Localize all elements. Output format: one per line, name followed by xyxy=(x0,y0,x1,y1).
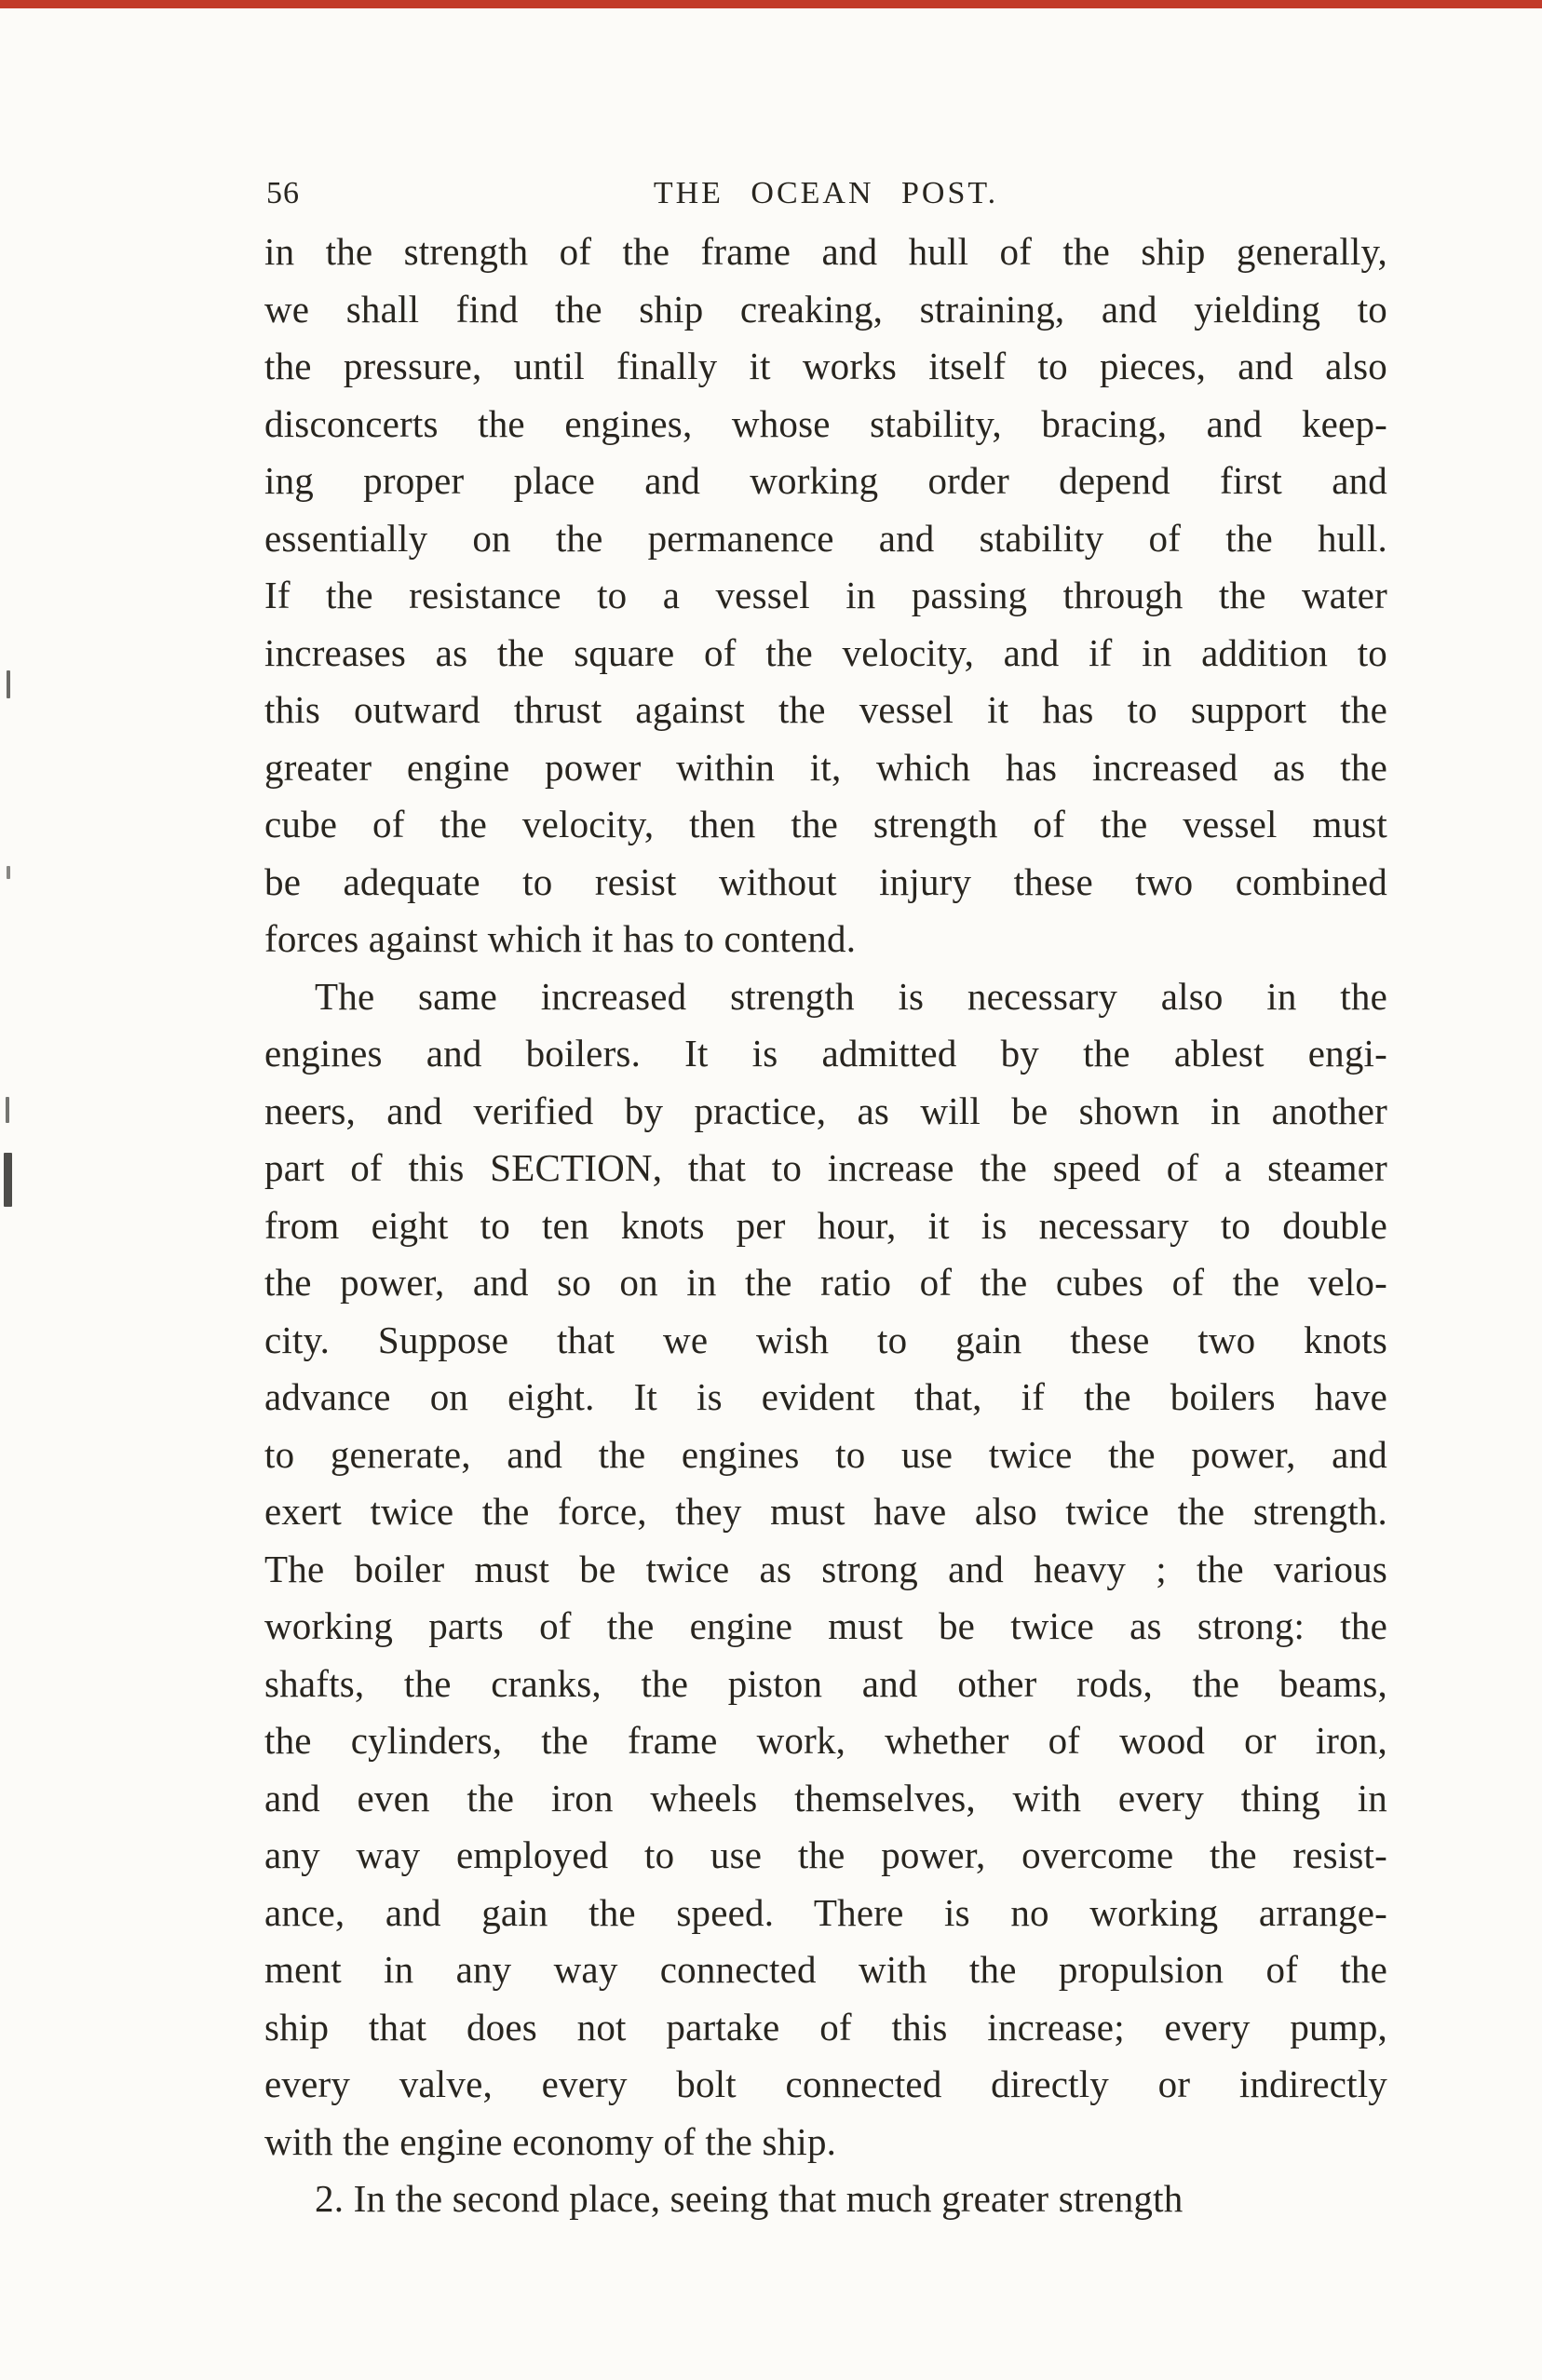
text-line: engines and boilers. It is admitted by the ablest engi- xyxy=(264,1032,1387,1075)
text-line: from eight to ten knots per hour, it is necessary to double xyxy=(264,1203,1387,1247)
text-line: 2. In the second place, seeing that much greater strength xyxy=(315,2177,1184,2220)
text-line: greater engine power within it, which has increased as the xyxy=(264,745,1387,789)
text-line: shafts, the cranks, the piston and other rods, the beams, xyxy=(264,1661,1387,1705)
text-line: If the resistance to a vessel in passing through the water xyxy=(264,574,1387,616)
text-line: increases as the square of the velocity, and if in addition to xyxy=(264,630,1387,674)
text-line: ment in any way connected with the propulsion of the xyxy=(264,1948,1387,1991)
paragraph xyxy=(264,968,1387,2171)
text-line: exert twice the force, they must have also twice the strength. xyxy=(264,1490,1387,1533)
text-line: The same increased strength is necessary also in the xyxy=(315,974,1387,1018)
text-line: ance, and gain the speed. There is no working arrange- xyxy=(264,1890,1387,1934)
text-line: The boiler must be twice as strong and heavy ; the various xyxy=(264,1547,1387,1590)
text-line: disconcerts the engines, whose stability, bracing, and keep- xyxy=(264,401,1387,445)
text-line: part of this SECTION, that to increase the speed of a steamer xyxy=(264,1146,1387,1189)
text-line: working parts of the engine must be twice as strong: the xyxy=(264,1604,1387,1647)
text-line: the pressure, until finally it works itself to pieces, and also xyxy=(264,345,1387,387)
text-line: forces against which it has to contend. xyxy=(264,917,857,960)
scan-top-edge-artifact xyxy=(0,0,1542,8)
text-line: ing proper place and working order depend first and xyxy=(264,459,1387,502)
scan-margin-artifact xyxy=(7,670,10,698)
text-line: advance on eight. It is evident that, if the boilers have xyxy=(264,1375,1387,1418)
page-text xyxy=(264,223,1387,2228)
text-line: every valve, every bolt connected directly or indirectly xyxy=(264,2062,1387,2105)
text-line: the power, and so on in the ratio of the cubes of the velo- xyxy=(264,1261,1387,1304)
text-line: the cylinders, the frame work, whether of wood or iron, xyxy=(264,1719,1387,1762)
running-title: THE OCEAN POST. xyxy=(653,176,999,210)
text-line: and even the iron wheels themselves, with every thing in xyxy=(264,1776,1387,1819)
text-line: be adequate to resist without injury these two combined xyxy=(264,859,1387,903)
text-line: cube of the velocity, then the strength of the vessel must xyxy=(264,803,1387,845)
text-line: we shall find the ship creaking, straining, and yielding to xyxy=(264,287,1387,331)
scan-margin-artifact xyxy=(6,1097,9,1123)
text-line: this outward thrust against the vessel it has to support the xyxy=(264,688,1387,731)
page-number: 56 xyxy=(266,176,300,210)
text-line: in the strength of the frame and hull of the ship generally, xyxy=(264,230,1387,273)
text-line: city. Suppose that we wish to gain these two knots xyxy=(264,1318,1387,1361)
text-line: with the engine economy of the ship. xyxy=(264,2119,837,2163)
text-line: to generate, and the engines to use twice the power, and xyxy=(264,1432,1387,1476)
scan-margin-artifact xyxy=(4,1153,12,1207)
paragraph xyxy=(264,223,1387,968)
text-block xyxy=(264,173,1387,2228)
text-line: essentially on the permanence and stability of the hull. xyxy=(264,516,1387,560)
text-line: neers, and verified by practice, as will be shown in another xyxy=(264,1089,1387,1132)
text-line: ship that does not partake of this increase; every pump, xyxy=(264,2005,1387,2049)
paragraph xyxy=(264,2170,1387,2228)
scan-margin-artifact xyxy=(7,866,10,879)
text-line: any way employed to use the power, overcome the resist- xyxy=(264,1833,1387,1876)
page-header xyxy=(264,173,1387,216)
